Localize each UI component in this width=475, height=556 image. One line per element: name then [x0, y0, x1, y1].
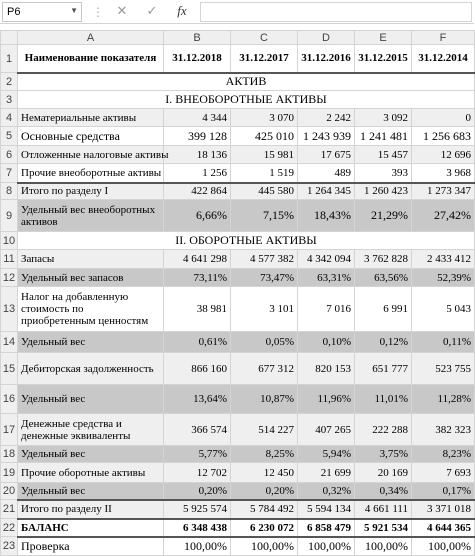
value-cell[interactable]: 3 371 018 — [412, 500, 475, 519]
value-cell[interactable]: 11,96% — [298, 385, 355, 414]
value-cell[interactable]: 4 342 094 — [298, 250, 355, 269]
value-cell[interactable]: 52,39% — [412, 269, 475, 287]
value-cell[interactable]: 0,05% — [231, 332, 298, 353]
row-header[interactable]: 4 — [1, 109, 18, 127]
value-cell[interactable]: 1 243 939 — [298, 127, 355, 146]
row-header[interactable]: 20 — [1, 483, 18, 500]
table-row — [1, 232, 475, 250]
label-cell[interactable]: Нематериальные активы — [18, 109, 164, 127]
table-row — [1, 483, 475, 500]
column-header-c[interactable]: C — [231, 31, 298, 45]
value-cell[interactable]: 4 577 382 — [231, 250, 298, 269]
label-cell[interactable]: Удельный вес — [18, 446, 164, 463]
table-row — [1, 353, 475, 385]
value-cell[interactable]: 5 925 574 — [164, 500, 231, 519]
row-header[interactable]: 22 — [1, 519, 18, 537]
value-cell[interactable]: 677 312 — [231, 353, 298, 385]
label-cell[interactable]: Удельный вес внеоборотных активов — [18, 200, 164, 232]
value-cell[interactable]: 8,25% — [231, 446, 298, 463]
row-header[interactable]: 10 — [1, 232, 18, 250]
value-cell[interactable]: 13,64% — [164, 385, 231, 414]
value-cell[interactable]: 7 016 — [298, 287, 355, 332]
table-row — [1, 45, 475, 73]
value-cell[interactable]: 63,56% — [355, 269, 412, 287]
header-date-cell[interactable]: 31.12.2015 — [355, 45, 412, 73]
value-cell[interactable]: 4 661 111 — [355, 500, 412, 519]
column-header-e[interactable]: E — [355, 31, 412, 45]
value-cell[interactable]: 1 273 347 — [412, 183, 475, 200]
row-header[interactable]: 1 — [1, 45, 18, 73]
value-cell[interactable]: 20 169 — [355, 463, 412, 483]
label-cell[interactable]: Удельный вес — [18, 385, 164, 414]
row-header[interactable]: 17 — [1, 414, 18, 446]
value-cell[interactable]: 489 — [298, 164, 355, 183]
label-cell[interactable]: Прочие оборотные активы — [18, 463, 164, 483]
label-cell[interactable]: Удельный вес — [18, 483, 164, 500]
formula-input[interactable] — [200, 2, 472, 22]
value-cell[interactable]: 651 777 — [355, 353, 412, 385]
value-cell[interactable]: 0,11% — [412, 332, 475, 353]
value-cell[interactable]: 3,75% — [355, 446, 412, 463]
value-cell[interactable]: 3 101 — [231, 287, 298, 332]
value-cell[interactable]: 0,10% — [298, 332, 355, 353]
value-cell[interactable]: 382 323 — [412, 414, 475, 446]
value-cell[interactable]: 422 864 — [164, 183, 231, 200]
value-cell[interactable]: 523 755 — [412, 353, 475, 385]
value-cell[interactable]: 6 991 — [355, 287, 412, 332]
row-header[interactable]: 19 — [1, 463, 18, 483]
value-cell[interactable]: 0,12% — [355, 332, 412, 353]
table-row — [1, 537, 475, 556]
label-cell[interactable]: Дебиторская задолженность — [18, 353, 164, 385]
row-header[interactable]: 23 — [1, 537, 18, 556]
value-cell[interactable]: 5 594 134 — [298, 500, 355, 519]
insert-function-icon[interactable]: fx — [177, 3, 187, 18]
label-cell[interactable]: Запасы — [18, 250, 164, 269]
row-header[interactable]: 12 — [1, 269, 18, 287]
section-title-cell[interactable]: I. ВНЕОБОРОТНЫЕ АКТИВЫ — [18, 91, 475, 109]
row-header[interactable]: 9 — [1, 200, 18, 232]
label-cell[interactable]: Прочие внеоборотные активы — [18, 164, 164, 183]
value-cell[interactable]: 0,20% — [164, 483, 231, 500]
chevron-down-icon[interactable]: ▼ — [70, 6, 78, 15]
value-cell[interactable]: 15 457 — [355, 146, 412, 164]
header-name-cell[interactable]: Наименование показателя — [18, 45, 164, 73]
section-title-cell[interactable]: АКТИВ — [18, 73, 475, 91]
value-cell[interactable]: 8,23% — [412, 446, 475, 463]
value-cell[interactable]: 3 092 — [355, 109, 412, 127]
row-header[interactable]: 15 — [1, 353, 18, 385]
table-row — [1, 183, 475, 200]
value-cell[interactable]: 100,00% — [164, 537, 231, 556]
value-cell[interactable]: 1 256 683 — [412, 127, 475, 146]
value-cell[interactable]: 12 696 — [412, 146, 475, 164]
value-cell[interactable]: 6 348 438 — [164, 519, 231, 537]
enter-icon[interactable]: ✓ — [146, 3, 158, 18]
value-cell[interactable]: 2 433 412 — [412, 250, 475, 269]
value-cell[interactable]: 5 043 — [412, 287, 475, 332]
value-cell[interactable]: 820 153 — [298, 353, 355, 385]
table-row — [1, 519, 475, 537]
header-date-cell[interactable]: 31.12.2014 — [412, 45, 475, 73]
column-header-d[interactable]: D — [298, 31, 355, 45]
value-cell[interactable]: 514 227 — [231, 414, 298, 446]
value-cell[interactable]: 7,15% — [231, 200, 298, 232]
value-cell[interactable]: 5,77% — [164, 446, 231, 463]
value-cell[interactable]: 17 675 — [298, 146, 355, 164]
value-cell[interactable]: 393 — [355, 164, 412, 183]
value-cell[interactable]: 1 519 — [231, 164, 298, 183]
table-row — [1, 446, 475, 463]
value-cell[interactable]: 100,00% — [231, 537, 298, 556]
value-cell[interactable]: 73,47% — [231, 269, 298, 287]
column-header-b[interactable]: B — [164, 31, 231, 45]
name-box-value: P6 — [7, 6, 21, 18]
value-cell[interactable]: 445 580 — [231, 183, 298, 200]
value-cell[interactable]: 21 699 — [298, 463, 355, 483]
label-cell[interactable]: Итого по разделу I — [18, 183, 164, 200]
value-cell[interactable]: 38 981 — [164, 287, 231, 332]
table-row — [1, 500, 475, 519]
value-cell[interactable]: 100,00% — [412, 537, 475, 556]
value-cell[interactable]: 6 858 479 — [298, 519, 355, 537]
header-date-cell[interactable]: 31.12.2017 — [231, 45, 298, 73]
value-cell[interactable]: 0,20% — [231, 483, 298, 500]
row-header[interactable]: 7 — [1, 164, 18, 183]
formula-bar-grip-icon: ⋮ — [92, 5, 104, 19]
value-cell[interactable]: 3 070 — [231, 109, 298, 127]
value-cell[interactable]: 11,01% — [355, 385, 412, 414]
table-row — [1, 463, 475, 483]
label-cell[interactable]: Удельный вес запасов — [18, 269, 164, 287]
value-cell[interactable]: 4 344 — [164, 109, 231, 127]
formula-bar — [0, 0, 474, 24]
label-cell[interactable]: Денежные средства и денежные эквиваленты — [18, 414, 164, 446]
value-cell[interactable]: 5,94% — [298, 446, 355, 463]
cancel-icon[interactable]: ✕ — [116, 3, 128, 18]
label-cell[interactable]: Проверка — [18, 537, 164, 556]
value-cell[interactable]: 0 — [412, 109, 475, 127]
section-title-cell[interactable]: II. ОБОРОТНЫЕ АКТИВЫ — [18, 232, 475, 250]
value-cell[interactable]: 21,29% — [355, 200, 412, 232]
table-row — [1, 269, 475, 287]
header-date-cell[interactable]: 31.12.2018 — [164, 45, 231, 73]
value-cell[interactable]: 1 260 423 — [355, 183, 412, 200]
table-row — [1, 127, 475, 146]
value-cell[interactable]: 1 241 481 — [355, 127, 412, 146]
table-row — [1, 414, 475, 446]
value-cell[interactable]: 0,61% — [164, 332, 231, 353]
value-cell[interactable]: 100,00% — [355, 537, 412, 556]
value-cell[interactable]: 7 693 — [412, 463, 475, 483]
value-cell[interactable]: 425 010 — [231, 127, 298, 146]
row-header[interactable]: 3 — [1, 91, 18, 109]
select-all-corner[interactable] — [1, 31, 18, 45]
value-cell[interactable]: 11,28% — [412, 385, 475, 414]
column-header-f[interactable]: F — [412, 31, 475, 45]
column-header-a[interactable]: A — [18, 31, 164, 45]
value-cell[interactable]: 3 762 828 — [355, 250, 412, 269]
value-cell[interactable]: 866 160 — [164, 353, 231, 385]
value-cell[interactable]: 12 450 — [231, 463, 298, 483]
value-cell[interactable]: 366 574 — [164, 414, 231, 446]
label-cell[interactable]: Основные средства — [18, 127, 164, 146]
value-cell[interactable]: 5 921 534 — [355, 519, 412, 537]
row-header[interactable]: 14 — [1, 332, 18, 353]
row-header[interactable]: 16 — [1, 385, 18, 414]
value-cell[interactable]: 73,11% — [164, 269, 231, 287]
table-row — [1, 385, 475, 414]
spreadsheet-grid — [0, 30, 475, 556]
table-row — [1, 200, 475, 232]
value-cell[interactable]: 0,32% — [298, 483, 355, 500]
table-row — [1, 109, 475, 127]
row-header[interactable]: 8 — [1, 183, 18, 200]
value-cell[interactable]: 1 256 — [164, 164, 231, 183]
row-header[interactable]: 6 — [1, 146, 18, 164]
row-header[interactable]: 2 — [1, 73, 18, 91]
value-cell[interactable]: 27,42% — [412, 200, 475, 232]
table-row — [1, 164, 475, 183]
value-cell[interactable]: 0,17% — [412, 483, 475, 500]
table-row — [1, 287, 475, 332]
value-cell[interactable]: 222 288 — [355, 414, 412, 446]
value-cell[interactable]: 399 128 — [164, 127, 231, 146]
value-cell[interactable]: 100,00% — [298, 537, 355, 556]
value-cell[interactable]: 63,31% — [298, 269, 355, 287]
table-row — [1, 73, 475, 91]
name-box[interactable] — [2, 2, 82, 22]
value-cell[interactable]: 2 242 — [298, 109, 355, 127]
column-header-row — [1, 31, 475, 45]
table-row — [1, 146, 475, 164]
value-cell[interactable]: 4 641 298 — [164, 250, 231, 269]
row-header[interactable]: 18 — [1, 446, 18, 463]
label-cell[interactable]: Отложенные налоговые активы — [18, 146, 164, 164]
value-cell[interactable]: 5 784 492 — [231, 500, 298, 519]
value-cell[interactable]: 1 264 345 — [298, 183, 355, 200]
value-cell[interactable]: 10,87% — [231, 385, 298, 414]
table-row — [1, 332, 475, 353]
value-cell[interactable]: 407 265 — [298, 414, 355, 446]
row-header[interactable]: 11 — [1, 250, 18, 269]
value-cell[interactable]: 3 968 — [412, 164, 475, 183]
value-cell[interactable]: 6,66% — [164, 200, 231, 232]
value-cell[interactable]: 18 136 — [164, 146, 231, 164]
value-cell[interactable]: 0,34% — [355, 483, 412, 500]
row-header[interactable]: 13 — [1, 287, 18, 332]
value-cell[interactable]: 15 981 — [231, 146, 298, 164]
label-cell[interactable]: БАЛАНС — [18, 519, 164, 537]
label-cell[interactable]: Удельный вес — [18, 332, 164, 353]
row-header[interactable]: 5 — [1, 127, 18, 146]
table-row — [1, 91, 475, 109]
value-cell[interactable]: 12 702 — [164, 463, 231, 483]
header-date-cell[interactable]: 31.12.2016 — [298, 45, 355, 73]
row-header[interactable]: 21 — [1, 500, 18, 519]
value-cell[interactable]: 4 644 365 — [412, 519, 475, 537]
value-cell[interactable]: 18,43% — [298, 200, 355, 232]
label-cell[interactable]: Итого по разделу II — [18, 500, 164, 519]
label-cell[interactable]: Налог на добавленную стоимость по приобретенным ценностям — [18, 287, 164, 332]
value-cell[interactable]: 6 230 072 — [231, 519, 298, 537]
table-row — [1, 250, 475, 269]
